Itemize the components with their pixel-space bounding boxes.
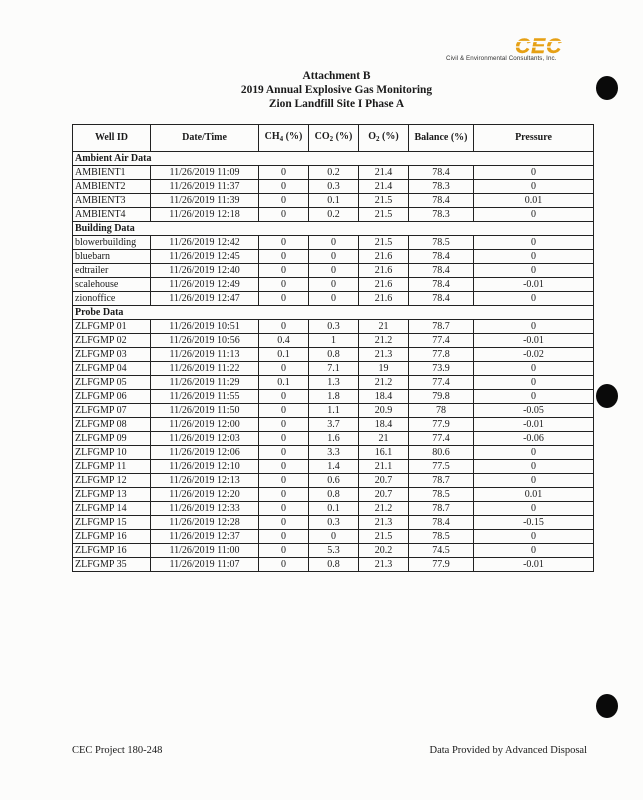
table-row	[73, 516, 594, 530]
cell-pressure: -0.01	[474, 558, 594, 572]
cell-ch4: 0	[259, 166, 309, 180]
cell-ch4: 0	[259, 404, 309, 418]
section-title: Building Data	[73, 222, 594, 236]
cell-ch4: 0	[259, 180, 309, 194]
cell-ch4: 0	[259, 558, 309, 572]
table-row	[73, 320, 594, 334]
cell-balance: 78.3	[409, 208, 474, 222]
cell-balance: 78.5	[409, 530, 474, 544]
cell-o2: 16.1	[359, 446, 409, 460]
cell-o2: 21.2	[359, 376, 409, 390]
cell-o2: 21.4	[359, 166, 409, 180]
cell-o2: 21	[359, 320, 409, 334]
cell-balance: 77.4	[409, 334, 474, 348]
cell-ch4: 0	[259, 488, 309, 502]
cell-well-id: ZLFGMP 04	[73, 362, 151, 376]
cell-co2: 1.4	[309, 460, 359, 474]
cell-well-id: ZLFGMP 12	[73, 474, 151, 488]
cell-well-id: AMBIENT1	[73, 166, 151, 180]
header-ch4: $CH_4$ (%)	[259, 125, 309, 152]
cell-datetime: 11/26/2019 12:13	[151, 474, 259, 488]
section-header-row	[73, 152, 594, 166]
cell-co2: 0.8	[309, 558, 359, 572]
cell-o2: 21.5	[359, 208, 409, 222]
cell-balance: 77.4	[409, 376, 474, 390]
cell-well-id: ZLFGMP 07	[73, 404, 151, 418]
cell-co2: 0	[309, 292, 359, 306]
table-row	[73, 376, 594, 390]
cell-ch4: 0	[259, 264, 309, 278]
header-pressure: Pressure	[474, 125, 594, 152]
cell-ch4: 0.1	[259, 348, 309, 362]
table-row	[73, 194, 594, 208]
cell-ch4: 0	[259, 502, 309, 516]
cell-pressure: 0	[474, 166, 594, 180]
cell-well-id: ZLFGMP 10	[73, 446, 151, 460]
cell-well-id: ZLFGMP 16	[73, 530, 151, 544]
cell-datetime: 11/26/2019 12:49	[151, 278, 259, 292]
cell-co2: 0.6	[309, 474, 359, 488]
cell-o2: 20.9	[359, 404, 409, 418]
cell-pressure: 0	[474, 362, 594, 376]
cell-balance: 80.6	[409, 446, 474, 460]
cell-o2: 21.2	[359, 502, 409, 516]
cell-balance: 78.4	[409, 264, 474, 278]
cell-o2: 21.4	[359, 180, 409, 194]
cell-datetime: 11/26/2019 11:00	[151, 544, 259, 558]
cell-co2: 1.8	[309, 390, 359, 404]
cell-co2: 0.1	[309, 194, 359, 208]
cell-o2: 18.4	[359, 418, 409, 432]
cell-ch4: 0	[259, 544, 309, 558]
cell-o2: 21.5	[359, 194, 409, 208]
cell-o2: 21.6	[359, 292, 409, 306]
cell-well-id: edtrailer	[73, 264, 151, 278]
cell-co2: 0	[309, 264, 359, 278]
cell-o2: 21.6	[359, 278, 409, 292]
cell-datetime: 11/26/2019 12:37	[151, 530, 259, 544]
cell-co2: 0.8	[309, 348, 359, 362]
table-row	[73, 418, 594, 432]
header-co2: $CO_2$ (%)	[309, 125, 359, 152]
table-row	[73, 362, 594, 376]
cell-balance: 78.4	[409, 278, 474, 292]
cell-o2: 21.6	[359, 264, 409, 278]
cell-o2: 21.6	[359, 250, 409, 264]
cell-balance: 73.9	[409, 362, 474, 376]
cell-well-id: ZLFGMP 14	[73, 502, 151, 516]
header-balance: Balance (%)	[409, 125, 474, 152]
cell-o2: 20.2	[359, 544, 409, 558]
cell-well-id: bluebarn	[73, 250, 151, 264]
cell-ch4: 0	[259, 194, 309, 208]
cell-pressure: 0	[474, 544, 594, 558]
cell-balance: 78.4	[409, 292, 474, 306]
cell-well-id: ZLFGMP 13	[73, 488, 151, 502]
table-row	[73, 278, 594, 292]
cell-well-id: ZLFGMP 16	[73, 544, 151, 558]
binder-hole-middle	[596, 384, 618, 408]
cell-o2: 21.3	[359, 516, 409, 530]
table-row	[73, 208, 594, 222]
company-name: Civil & Environmental Consultants, Inc.	[446, 55, 557, 62]
cell-balance: 78.4	[409, 166, 474, 180]
cell-balance: 78.4	[409, 194, 474, 208]
table-row	[73, 474, 594, 488]
cell-datetime: 11/26/2019 12:47	[151, 292, 259, 306]
footer-project: CEC Project 180-248	[72, 745, 163, 756]
cell-co2: 3.7	[309, 418, 359, 432]
cell-pressure: 0	[474, 474, 594, 488]
cell-pressure: 0	[474, 180, 594, 194]
table-row	[73, 166, 594, 180]
cell-ch4: 0	[259, 278, 309, 292]
cell-co2: 0	[309, 250, 359, 264]
cell-pressure: 0	[474, 460, 594, 474]
cell-pressure: 0	[474, 530, 594, 544]
cell-co2: 1	[309, 334, 359, 348]
cell-well-id: ZLFGMP 35	[73, 558, 151, 572]
cell-pressure: 0	[474, 502, 594, 516]
cell-pressure: 0	[474, 208, 594, 222]
table-row	[73, 404, 594, 418]
cell-pressure: 0.01	[474, 194, 594, 208]
cell-o2: 21	[359, 432, 409, 446]
cell-well-id: blowerbuilding	[73, 236, 151, 250]
cell-datetime: 11/26/2019 12:40	[151, 264, 259, 278]
table-header-row	[73, 125, 594, 152]
cell-co2: 3.3	[309, 446, 359, 460]
table-row	[73, 390, 594, 404]
section-title: Ambient Air Data	[73, 152, 594, 166]
table-row	[73, 530, 594, 544]
cell-datetime: 11/26/2019 11:37	[151, 180, 259, 194]
cell-ch4: 0	[259, 418, 309, 432]
cell-balance: 77.4	[409, 432, 474, 446]
cell-pressure: 0	[474, 250, 594, 264]
cell-ch4: 0	[259, 446, 309, 460]
cell-o2: 20.7	[359, 488, 409, 502]
cell-datetime: 11/26/2019 12:28	[151, 516, 259, 530]
cell-datetime: 11/26/2019 12:00	[151, 418, 259, 432]
cell-ch4: 0	[259, 516, 309, 530]
cell-pressure: 0	[474, 236, 594, 250]
cell-balance: 79.8	[409, 390, 474, 404]
table-row	[73, 334, 594, 348]
cell-ch4: 0	[259, 236, 309, 250]
cell-balance: 77.5	[409, 460, 474, 474]
cell-well-id: AMBIENT4	[73, 208, 151, 222]
cell-pressure: -0.01	[474, 278, 594, 292]
cell-balance: 78.7	[409, 474, 474, 488]
cell-pressure: 0	[474, 390, 594, 404]
cell-datetime: 11/26/2019 12:33	[151, 502, 259, 516]
cell-pressure: -0.06	[474, 432, 594, 446]
table-row	[73, 446, 594, 460]
cell-balance: 77.9	[409, 418, 474, 432]
cell-ch4: 0	[259, 208, 309, 222]
cell-balance: 78	[409, 404, 474, 418]
cell-co2: 1.6	[309, 432, 359, 446]
cell-pressure: -0.15	[474, 516, 594, 530]
cell-well-id: ZLFGMP 03	[73, 348, 151, 362]
footer-source: Data Provided by Advanced Disposal	[429, 745, 587, 756]
table-row	[73, 502, 594, 516]
table-row	[73, 292, 594, 306]
cell-co2: 0.2	[309, 208, 359, 222]
cell-balance: 78.4	[409, 516, 474, 530]
cell-well-id: AMBIENT2	[73, 180, 151, 194]
cell-datetime: 11/26/2019 11:39	[151, 194, 259, 208]
cell-ch4: 0	[259, 460, 309, 474]
gas-monitoring-table	[72, 124, 594, 572]
cell-co2: 0.3	[309, 180, 359, 194]
cell-pressure: 0.01	[474, 488, 594, 502]
title-site: Zion Landfill Site I Phase A	[268, 98, 405, 110]
cell-datetime: 11/26/2019 11:29	[151, 376, 259, 390]
cell-balance: 78.7	[409, 502, 474, 516]
section-header-row	[73, 306, 594, 320]
cell-co2: 0	[309, 236, 359, 250]
cell-ch4: 0	[259, 320, 309, 334]
cell-co2: 5.3	[309, 544, 359, 558]
cell-balance: 78.4	[409, 250, 474, 264]
binder-hole-bottom	[596, 694, 618, 718]
table-row	[73, 348, 594, 362]
cell-well-id: ZLFGMP 09	[73, 432, 151, 446]
cell-well-id: ZLFGMP 15	[73, 516, 151, 530]
cell-pressure: 0	[474, 376, 594, 390]
cell-well-id: ZLFGMP 11	[73, 460, 151, 474]
title-report: 2019 Annual Explosive Gas Monitoring	[240, 84, 433, 96]
section-title: Probe Data	[73, 306, 594, 320]
cell-datetime: 11/26/2019 11:07	[151, 558, 259, 572]
cell-ch4: 0	[259, 362, 309, 376]
cell-balance: 78.5	[409, 236, 474, 250]
cell-datetime: 11/26/2019 11:13	[151, 348, 259, 362]
cell-ch4: 0	[259, 530, 309, 544]
cell-o2: 21.2	[359, 334, 409, 348]
cell-well-id: AMBIENT3	[73, 194, 151, 208]
cell-co2: 1.3	[309, 376, 359, 390]
cell-datetime: 11/26/2019 12:18	[151, 208, 259, 222]
cell-co2: 0.3	[309, 320, 359, 334]
cell-datetime: 11/26/2019 12:20	[151, 488, 259, 502]
cell-datetime: 11/26/2019 12:10	[151, 460, 259, 474]
cell-ch4: 0.4	[259, 334, 309, 348]
cell-datetime: 11/26/2019 12:42	[151, 236, 259, 250]
cell-well-id: scalehouse	[73, 278, 151, 292]
cell-o2: 21.3	[359, 348, 409, 362]
cell-balance: 77.8	[409, 348, 474, 362]
cell-ch4: 0.1	[259, 376, 309, 390]
cell-co2: 0.2	[309, 166, 359, 180]
cell-balance: 74.5	[409, 544, 474, 558]
table-row	[73, 544, 594, 558]
cell-pressure: -0.02	[474, 348, 594, 362]
cell-pressure: 0	[474, 264, 594, 278]
cell-pressure: 0	[474, 292, 594, 306]
cell-balance: 77.9	[409, 558, 474, 572]
cell-well-id: ZLFGMP 06	[73, 390, 151, 404]
cell-datetime: 11/26/2019 11:22	[151, 362, 259, 376]
cell-well-id: ZLFGMP 08	[73, 418, 151, 432]
table-row	[73, 488, 594, 502]
cell-datetime: 11/26/2019 11:09	[151, 166, 259, 180]
table-row	[73, 432, 594, 446]
cell-well-id: ZLFGMP 02	[73, 334, 151, 348]
cell-well-id: ZLFGMP 05	[73, 376, 151, 390]
cell-pressure: -0.01	[474, 334, 594, 348]
cell-pressure: -0.01	[474, 418, 594, 432]
cell-pressure: 0	[474, 446, 594, 460]
table-body	[73, 152, 594, 572]
cell-datetime: 11/26/2019 11:50	[151, 404, 259, 418]
table-row	[73, 180, 594, 194]
cell-balance: 78.3	[409, 180, 474, 194]
cell-well-id: zionoffice	[73, 292, 151, 306]
cell-well-id: ZLFGMP 01	[73, 320, 151, 334]
cell-o2: 21.5	[359, 530, 409, 544]
table-row	[73, 558, 594, 572]
header-o2: $O_2$ (%)	[359, 125, 409, 152]
cell-pressure: -0.05	[474, 404, 594, 418]
title-attachment: Attachment B	[302, 70, 371, 82]
cell-o2: 21.5	[359, 236, 409, 250]
cell-o2: 21.3	[359, 558, 409, 572]
table-row	[73, 236, 594, 250]
cell-co2: 0	[309, 278, 359, 292]
document-title	[0, 69, 643, 111]
cell-ch4: 0	[259, 432, 309, 446]
cell-o2: 19	[359, 362, 409, 376]
cell-co2: 7.1	[309, 362, 359, 376]
cell-balance: 78.5	[409, 488, 474, 502]
table-row	[73, 250, 594, 264]
header-datetime: Date/Time	[151, 125, 259, 152]
table-row	[73, 264, 594, 278]
cell-balance: 78.7	[409, 320, 474, 334]
cell-o2: 20.7	[359, 474, 409, 488]
cell-datetime: 11/26/2019 12:06	[151, 446, 259, 460]
cell-datetime: 11/26/2019 12:45	[151, 250, 259, 264]
section-header-row	[73, 222, 594, 236]
table-row	[73, 460, 594, 474]
cell-ch4: 0	[259, 474, 309, 488]
cell-o2: 18.4	[359, 390, 409, 404]
cell-datetime: 11/26/2019 10:56	[151, 334, 259, 348]
cell-datetime: 11/26/2019 11:55	[151, 390, 259, 404]
cell-datetime: 11/26/2019 12:03	[151, 432, 259, 446]
cec-logo-text: CEC	[515, 35, 563, 56]
cell-ch4: 0	[259, 390, 309, 404]
header-well-id: Well ID	[73, 125, 151, 152]
cell-ch4: 0	[259, 250, 309, 264]
cell-co2: 0	[309, 530, 359, 544]
cell-pressure: 0	[474, 320, 594, 334]
cell-co2: 0.1	[309, 502, 359, 516]
cell-co2: 1.1	[309, 404, 359, 418]
cec-logo	[513, 34, 575, 56]
cell-o2: 21.1	[359, 460, 409, 474]
cell-datetime: 11/26/2019 10:51	[151, 320, 259, 334]
cell-co2: 0.3	[309, 516, 359, 530]
cell-co2: 0.8	[309, 488, 359, 502]
cell-ch4: 0	[259, 292, 309, 306]
